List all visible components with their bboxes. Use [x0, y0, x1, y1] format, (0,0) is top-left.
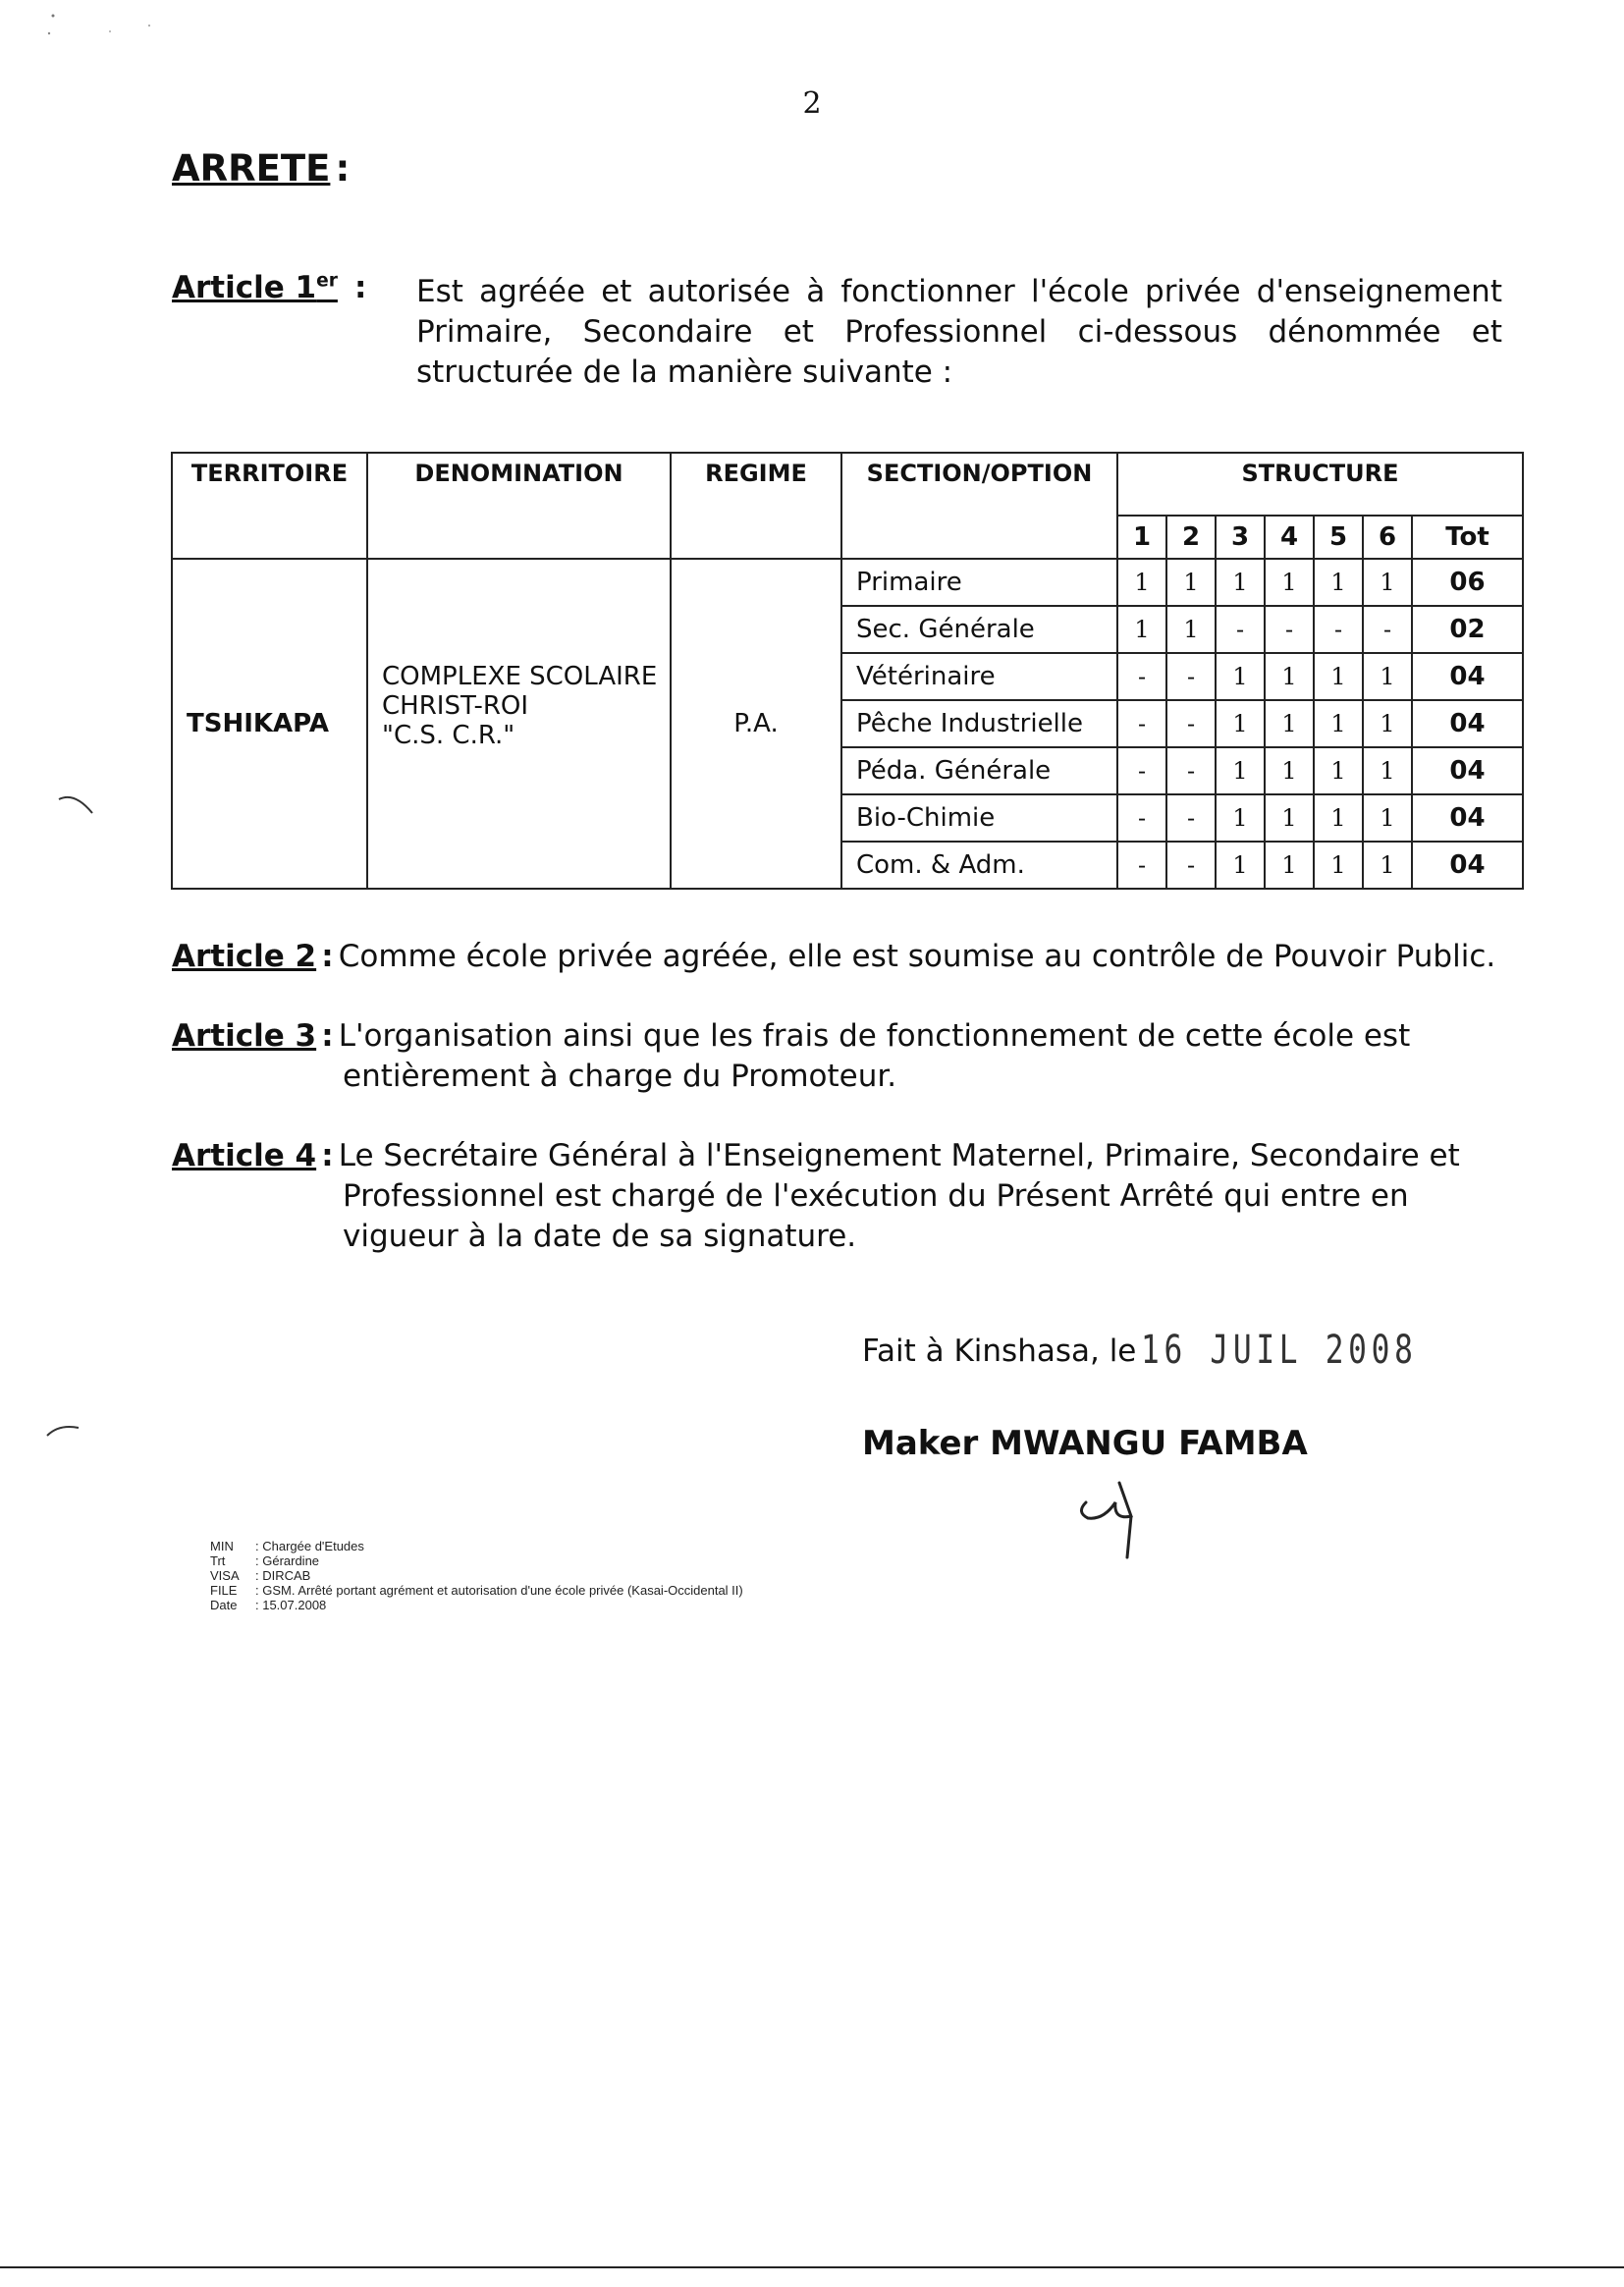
denomination-line: "C.S. C.R." — [382, 721, 515, 750]
header-territoire: TERRITOIRE — [172, 453, 367, 559]
article-3-line: L'organisation ainsi que les frais de fonctionnement de cette école est — [338, 1018, 1411, 1054]
value-cell: 1 — [1314, 653, 1363, 700]
header-year-3: 3 — [1216, 516, 1265, 559]
value-cell: 1 — [1363, 842, 1412, 889]
value-cell: 1 — [1363, 559, 1412, 606]
total-cell: 04 — [1412, 842, 1523, 889]
article-1-label — [172, 270, 338, 305]
table-row — [172, 559, 1523, 606]
article-2 — [172, 937, 1495, 977]
value-cell: - — [1166, 653, 1216, 700]
option-cell: Bio-Chimie — [841, 794, 1117, 842]
article-1-label-text: Article 1 — [172, 270, 317, 305]
reference-value: : DIRCAB — [255, 1568, 311, 1583]
article-2-text: Comme école privée agréée, elle est soumise au contrôle de Pouvoir Public. — [338, 939, 1496, 974]
value-cell: - — [1363, 606, 1412, 653]
option-cell: Primaire — [841, 559, 1117, 606]
signer-name: Maker MWANGU FAMBA — [862, 1424, 1308, 1463]
value-cell: - — [1117, 747, 1166, 794]
table-header-row — [172, 453, 1523, 516]
option-cell: Pêche Industrielle — [841, 700, 1117, 747]
heading-text: ARRETE — [172, 147, 331, 190]
value-cell: - — [1117, 794, 1166, 842]
value-cell: 1 — [1363, 700, 1412, 747]
header-year-4: 4 — [1265, 516, 1314, 559]
reference-row — [210, 1568, 743, 1583]
header-year-2: 2 — [1166, 516, 1216, 559]
header-year-5: 5 — [1314, 516, 1363, 559]
article-3-line: entièrement à charge du Promoteur. — [343, 1059, 897, 1094]
date-stamp: 16 JUIL 2008 — [1141, 1328, 1418, 1373]
decree-heading — [172, 147, 350, 190]
reference-row — [210, 1598, 743, 1612]
value-cell: 1 — [1314, 794, 1363, 842]
heading-colon: : — [335, 147, 351, 190]
article-3-colon: : — [321, 1018, 334, 1054]
total-cell: 02 — [1412, 606, 1523, 653]
article-4-line: vigueur à la date de sa signature. — [343, 1219, 857, 1254]
option-cell: Com. & Adm. — [841, 842, 1117, 889]
reference-key: FILE — [210, 1583, 238, 1598]
header-regime: REGIME — [671, 453, 841, 559]
margin-hole-mark-lower — [45, 1420, 84, 1440]
reference-row — [210, 1539, 743, 1553]
place-line: Fait à Kinshasa, le — [862, 1334, 1137, 1369]
article-4-colon: : — [321, 1138, 334, 1173]
reference-row — [210, 1553, 743, 1568]
value-cell: - — [1166, 794, 1216, 842]
value-cell: - — [1166, 747, 1216, 794]
header-year-6: 6 — [1363, 516, 1412, 559]
denomination-line: COMPLEXE SCOLAIRE — [382, 662, 658, 691]
value-cell: 1 — [1216, 700, 1265, 747]
value-cell: 1 — [1265, 842, 1314, 889]
denomination-line: CHRIST-ROI — [382, 691, 529, 721]
denomination-cell — [367, 559, 671, 889]
article-4-label: Article 4 — [172, 1138, 317, 1173]
value-cell: - — [1166, 842, 1216, 889]
header-denomination: DENOMINATION — [367, 453, 671, 559]
reference-key: Date — [210, 1598, 238, 1612]
article-1-label-sup: er — [316, 270, 338, 292]
margin-hole-mark-upper — [57, 791, 96, 821]
header-structure: STRUCTURE — [1117, 453, 1523, 516]
reference-key: VISA — [210, 1568, 240, 1583]
value-cell: 1 — [1363, 794, 1412, 842]
option-cell: Vétérinaire — [841, 653, 1117, 700]
header-total: Tot — [1412, 516, 1523, 559]
value-cell: 1 — [1216, 653, 1265, 700]
article-3 — [172, 1016, 1410, 1057]
value-cell: 1 — [1314, 842, 1363, 889]
reference-value: : GSM. Arrêté portant agrément et autorisation d'une école privée (Kasai-Occidental II) — [255, 1583, 743, 1598]
article-2-colon: : — [321, 939, 334, 974]
reference-value: : Gérardine — [255, 1553, 320, 1568]
article-4-line: Le Secrétaire Général à l'Enseignement Maternel, Primaire, Secondaire et — [338, 1138, 1460, 1173]
value-cell: 1 — [1265, 747, 1314, 794]
value-cell: - — [1314, 606, 1363, 653]
value-cell: 1 — [1117, 559, 1166, 606]
reference-key: MIN — [210, 1539, 234, 1553]
value-cell: - — [1216, 606, 1265, 653]
regime-cell: P.A. — [671, 559, 841, 889]
option-cell: Sec. Générale — [841, 606, 1117, 653]
article-3-label: Article 3 — [172, 1018, 317, 1054]
scan-speck-marks — [39, 10, 167, 39]
value-cell: 1 — [1265, 559, 1314, 606]
header-section-option: SECTION/OPTION — [841, 453, 1117, 559]
value-cell: 1 — [1265, 700, 1314, 747]
value-cell: 1 — [1117, 606, 1166, 653]
value-cell: 1 — [1216, 842, 1265, 889]
value-cell: 1 — [1166, 559, 1216, 606]
header-year-1: 1 — [1117, 516, 1166, 559]
value-cell: 1 — [1265, 794, 1314, 842]
value-cell: - — [1265, 606, 1314, 653]
total-cell: 04 — [1412, 653, 1523, 700]
territoire-cell: TSHIKAPA — [172, 559, 367, 889]
bottom-rule — [0, 2266, 1624, 2268]
handwritten-signature — [1074, 1473, 1153, 1561]
total-cell: 04 — [1412, 700, 1523, 747]
school-structure-table — [171, 452, 1524, 890]
total-cell: 06 — [1412, 559, 1523, 606]
value-cell: 1 — [1216, 794, 1265, 842]
article-4-line: Professionnel est chargé de l'exécution du Présent Arrêté qui entre en — [343, 1178, 1409, 1214]
reference-block — [210, 1539, 743, 1612]
value-cell: - — [1117, 653, 1166, 700]
value-cell: 1 — [1216, 747, 1265, 794]
value-cell: - — [1166, 700, 1216, 747]
reference-row — [210, 1583, 743, 1598]
article-1-text: Est agréée et autorisée à fonctionner l'école privée d'enseignement Primaire, Secondaire et Professionnel ci-dessous dénommée et structurée de la manière suivante : — [416, 274, 1502, 390]
article-2-label: Article 2 — [172, 939, 317, 974]
total-cell: 04 — [1412, 747, 1523, 794]
value-cell: 1 — [1216, 559, 1265, 606]
reference-key: Trt — [210, 1553, 226, 1568]
value-cell: 1 — [1363, 653, 1412, 700]
value-cell: - — [1117, 842, 1166, 889]
option-cell: Péda. Générale — [841, 747, 1117, 794]
article-1-label-group — [172, 270, 366, 305]
value-cell: 1 — [1363, 747, 1412, 794]
value-cell: 1 — [1265, 653, 1314, 700]
value-cell: - — [1117, 700, 1166, 747]
article-4 — [172, 1136, 1460, 1176]
article-1-colon: : — [354, 270, 367, 305]
page-number: 2 — [802, 86, 822, 121]
value-cell: 1 — [1314, 747, 1363, 794]
reference-value: : 15.07.2008 — [255, 1598, 327, 1612]
value-cell: 1 — [1166, 606, 1216, 653]
reference-value: : Chargée d'Etudes — [255, 1539, 364, 1553]
value-cell: 1 — [1314, 559, 1363, 606]
value-cell: 1 — [1314, 700, 1363, 747]
total-cell: 04 — [1412, 794, 1523, 842]
